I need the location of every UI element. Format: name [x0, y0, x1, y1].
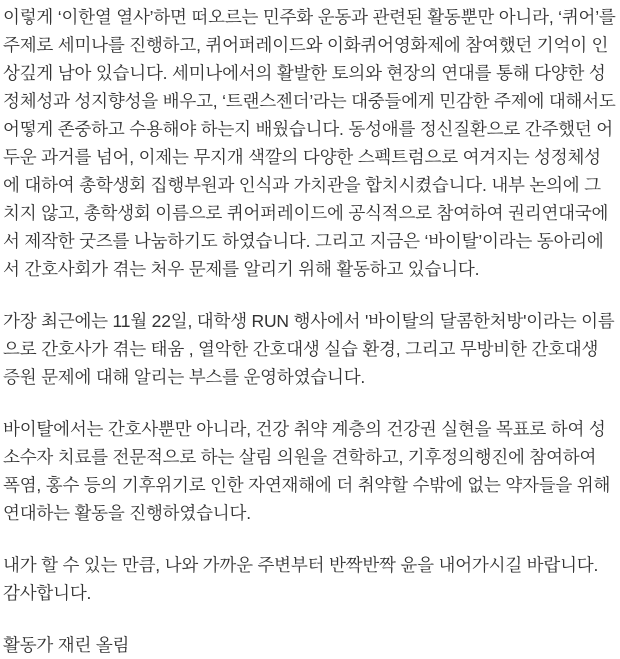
paragraph-closing-message: 내가 할 수 있는 만큼, 나와 가까운 주변부터 반짝반짝 윤을 내어가시길 바랍니다. 감사합니다. — [3, 555, 599, 603]
paragraph-vital-activities: 바이탈에서는 간호사뿐만 아니라, 건강 취약 계층의 건강권 실현을 목표로 하여 성소수자 치료를 전문적으로 하는 살림 의원을 견학하고, 기후정의행진에 참여하여 폭염, 홍수 등의 기후위기로 인한 자연재해에 더 취약할 수밖에 없는 약자들을 위해 연대하는 활동을 진행하였습니다. — [3, 419, 611, 523]
paragraph-signature: 활동가 재린 올림 — [3, 635, 130, 655]
paragraph-recent-event: 가장 최근에는 11월 22일, 대학생 RUN 행사에서 '바이탈의 달콤한처방'이라는 이름으로 간호사가 겪는 태움 , 열악한 간호대생 실습 환경, 그리고 무방비한 간호대생 증원 문제에 대해 알리는 부스를 운영하였습니다. — [3, 311, 615, 387]
paragraph-activism-intro: 이렇게 ‘이한열 열사’하면 떠오르는 민주화 운동과 관련된 활동뿐만 아니라, ‘퀴어’를 주제로 세미나를 진행하고, 퀴어퍼레이드와 이화퀴어영화제에 참여했던 기억이 인상깊게 남아 있습니다. 세미나에서의 활발한 토의와 현장의 연대를 통해 다양한 성정체성과 성지향성을 배우고, ‘트랜스젠더’라는 대중들에게 민감한 주제에 대해서도 어떻게 존중하고 수용해야 하는지 배웠습니다. 동성애를 정신질환으로 간주했던 어두운 과거를 넘어, 이제는 무지개 색깔의 다양한 스펙트럼으로 여겨지는 성정체성에 대하여 총학생회 집행부원과 인식과 가치관을 합치시켰습니다. 내부 논의에 그치지 않고, 총학생회 이름으로 퀴어퍼레이드에 공식적으로 참여하여 권리연대국에서 제작한 굿즈를 나눔하기도 하였습니다. 그리고 지금은 ‘바이탈’이라는 동아리에서 간호사회가 겪는 처우 문제를 알리기 위해 활동하고 있습니다. — [3, 7, 616, 279]
